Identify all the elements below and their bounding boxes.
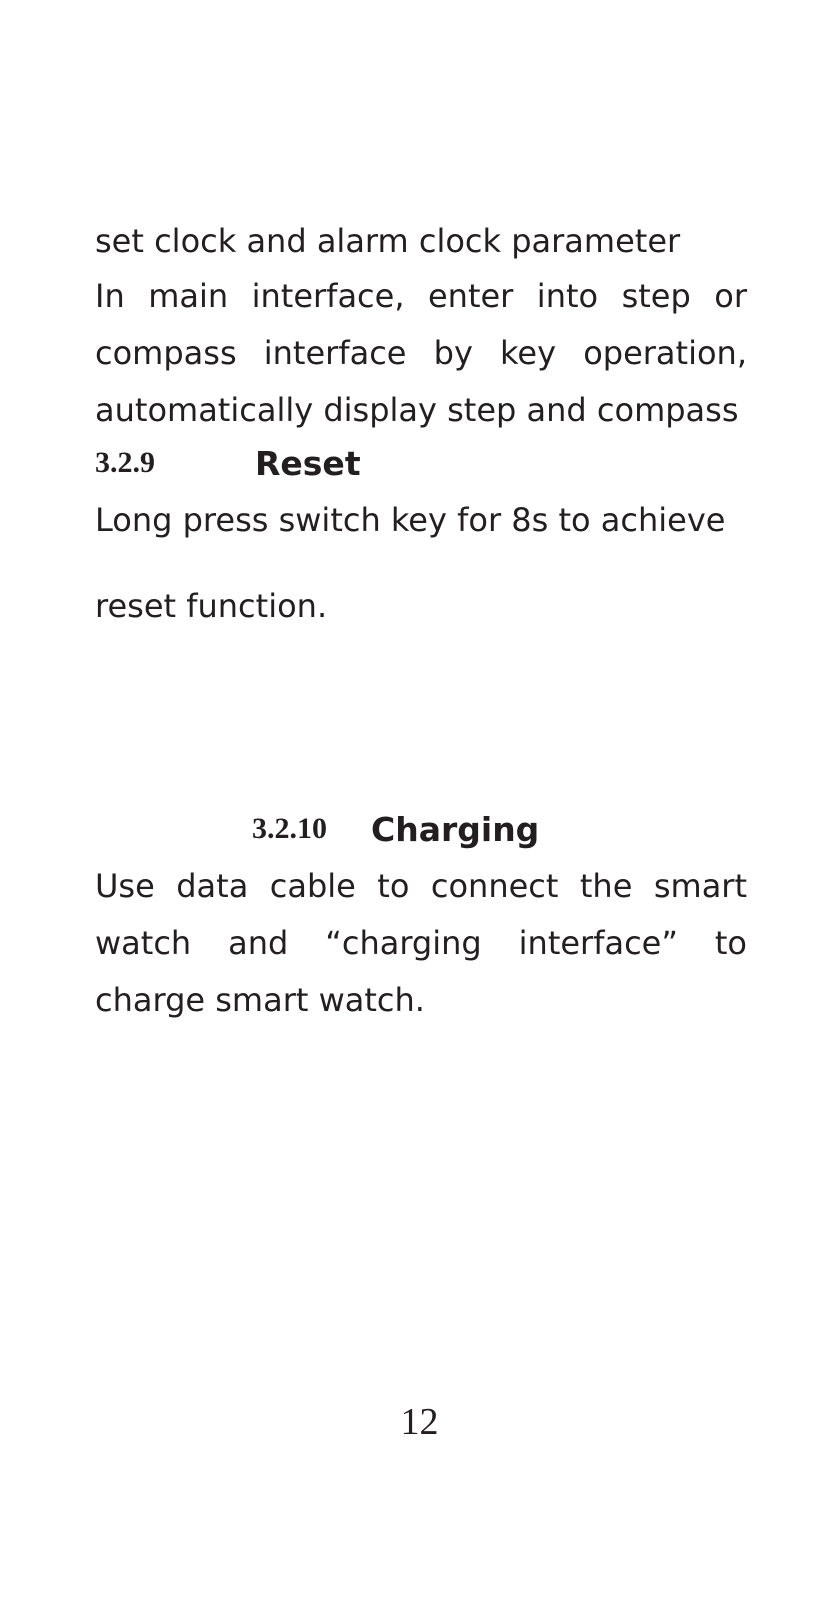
section-body: Use data cable to connect the smart watch and “charging interface” to charge smart watch. xyxy=(95,867,747,1019)
intro-paragraph: In main interface, enter into step or compass interface by key operation, automatically display step and compass xyxy=(95,277,747,429)
section-body-line: reset function. xyxy=(95,587,328,625)
section-number: 3.2.9 xyxy=(95,446,155,479)
section-title: Charging xyxy=(371,810,540,849)
section-body-line: Long press switch key for 8s to achieve xyxy=(95,501,726,539)
page-number: 12 xyxy=(400,1401,439,1443)
intro-line: set clock and alarm clock parameter xyxy=(95,222,681,260)
section-title: Reset xyxy=(255,444,361,483)
section-number: 3.2.10 xyxy=(252,812,327,845)
